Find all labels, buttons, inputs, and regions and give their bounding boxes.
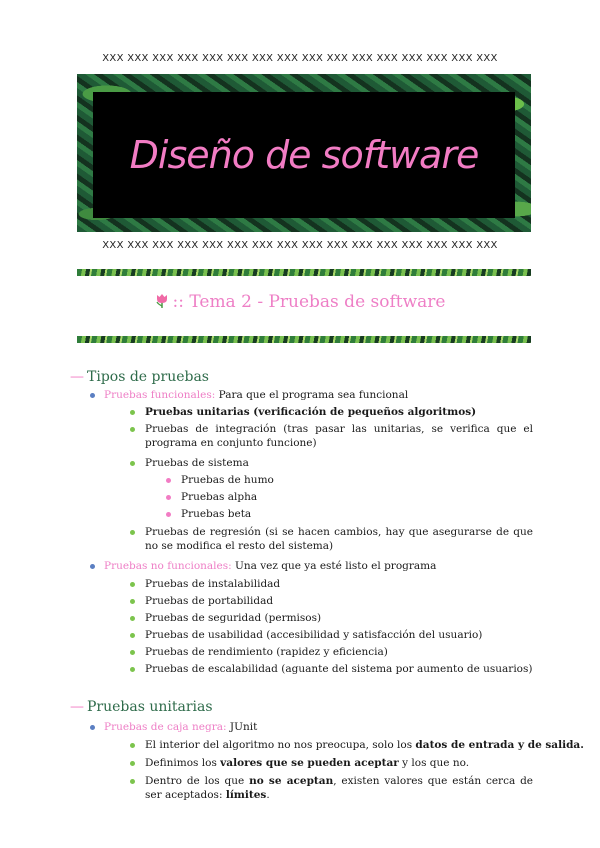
- bullet-icon: [90, 725, 95, 730]
- bullet-icon: [90, 393, 95, 398]
- bullet-icon: [130, 633, 135, 638]
- leaf-stripe-top: [77, 269, 531, 276]
- list-item-no-funcionales: Pruebas no funcionales: Una vez que ya esté listo el programa: [104, 560, 437, 572]
- bullet-icon: [130, 761, 135, 766]
- bullet-icon: [130, 410, 135, 415]
- list-item-valores: Definimos los valores que se pueden aceptar y los que no.: [145, 757, 470, 769]
- list-item-usabilidad: Pruebas de usabilidad (accesibilidad y satisfacción del usuario): [145, 629, 483, 641]
- list-item-funcionales: Pruebas funcionales: Para que el programa sea funcional: [104, 389, 409, 401]
- bullet-icon: [130, 427, 135, 432]
- list-item-unitarias: Pruebas unitarias (verificación de pequeños algoritmos): [145, 406, 477, 418]
- bullet-icon: [130, 599, 135, 604]
- list-item-escalabilidad: Pruebas de escalabilidad (aguante del sistema por aumento de usuarios): [145, 663, 533, 675]
- list-item-sistema: Pruebas de sistema: [145, 457, 249, 469]
- bullet-icon: [130, 582, 135, 587]
- list-item-humo: Pruebas de humo: [181, 474, 274, 486]
- section-heading-tipos: — Tipos de pruebas: [70, 369, 209, 385]
- list-item-regresion: Pruebas de regresión (si se hacen cambios, hay que asegurarse de que no se modifica el resto del sistema): [145, 526, 533, 552]
- list-item-caja-negra: Pruebas de caja negra: JUnit: [104, 721, 258, 733]
- bullet-icon: [130, 667, 135, 672]
- list-item-alpha: Pruebas alpha: [181, 491, 258, 503]
- bullet-icon: [130, 650, 135, 655]
- list-item-rendimiento: Pruebas de rendimiento (rapidez y eficiencia): [145, 646, 388, 658]
- bullet-icon: [90, 564, 95, 569]
- bullet-icon: [130, 461, 135, 466]
- section-heading-unitarias: — Pruebas unitarias: [70, 699, 213, 715]
- leaf-stripe-bottom: [77, 336, 531, 343]
- bullet-icon: [166, 495, 171, 500]
- list-item-instalabilidad: Pruebas de instalabilidad: [145, 578, 281, 590]
- topic-title: [0, 292, 600, 314]
- bullet-icon: [130, 530, 135, 535]
- x-pattern-top: XXX XXX XXX XXX XXX XXX XXX XXX XXX XXX XXX XXX XXX XXX XXX XXX: [102, 53, 498, 64]
- x-pattern-bottom: XXX XXX XXX XXX XXX XXX XXX XXX XXX XXX XXX XXX XXX XXX XXX XXX: [102, 240, 498, 251]
- tulip-icon: [155, 293, 169, 314]
- list-item-seguridad: Pruebas de seguridad (permisos): [145, 612, 322, 624]
- title-banner: [77, 74, 531, 232]
- bullet-icon: [166, 512, 171, 517]
- bullet-icon: [130, 616, 135, 621]
- document-title: Diseño de software: [129, 133, 479, 177]
- list-item-beta: Pruebas beta: [181, 508, 252, 520]
- list-item-interior: El interior del algoritmo no nos preocupa, solo los datos de entrada y de salida.: [145, 739, 584, 751]
- list-item-integracion: Pruebas de integración (tras pasar las unitarias, se verifica que el programa en conjunto funcione): [145, 423, 533, 449]
- list-item-portabilidad: Pruebas de portabilidad: [145, 595, 274, 607]
- topic-text: :: Tema 2 - Pruebas de software: [172, 292, 446, 312]
- list-item-limites: Dentro de los que no se aceptan, existen valores que están cerca de ser aceptados: límites.: [145, 775, 534, 801]
- bullet-icon: [130, 743, 135, 748]
- bullet-icon: [130, 779, 135, 784]
- bullet-icon: [166, 478, 171, 483]
- title-box: [93, 92, 515, 218]
